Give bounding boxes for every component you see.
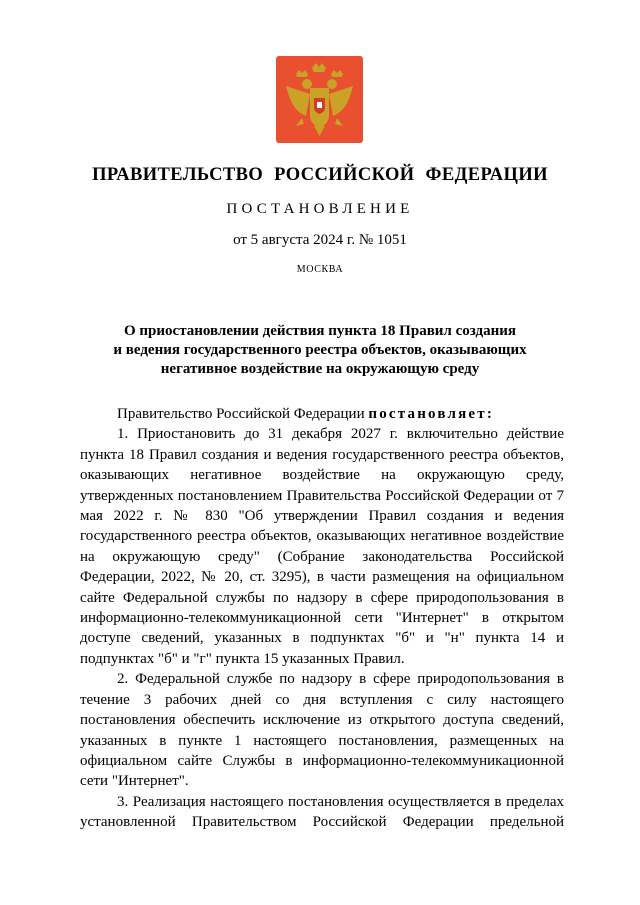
title-line-1: О приостановлении действия пункта 18 Правил создания xyxy=(124,323,516,339)
intro-action: постановляет: xyxy=(368,406,495,422)
document-body xyxy=(80,404,564,833)
intro-paragraph xyxy=(80,404,564,424)
document-title xyxy=(80,322,560,379)
paragraph-3: 3. Реализация настоящего постановления осуществляется в пределах установленной Правительством Российской Федерации предельной xyxy=(80,793,564,831)
paragraph-2: 2. Федеральной службе по надзору в сфере природопользования в течение 3 рабочих дней со дня вступления с силу настоящего постановления обеспечить исключение из открытого доступа сведений, указанных в пункте 1 настоящего постановления, размещенных на официальном сайте Службы в информационно-телекоммуникационной сети "Интернет". xyxy=(80,671,564,790)
document-city: МОСКВА xyxy=(296,264,344,275)
paragraph-1: 1. Приостановить до 31 декабря 2027 г. включительно действие пункта 18 Правил создания и ведения государственного реестра объектов, оказывающих негативное воздействие на окружающую среду, утвержденных постановлением Правительства Российской Федерации от 7 мая 2022 г. № 830 "Об утверждении Правил создания и ведения государственного реестра объектов, оказывающих негативное воздействие на окружающую среду" (Собрание законодательства Российской Федерации, 2022, № 20, ст. 3295), в части размещения на официальном сайте Федеральной службы по надзору в сфере природопользования в информационно-телекоммуникационной сети "Интернет" в открытом доступе сведений, указанных в подпунктах "б" и "н" пункта 14 и подпунктах "б" и "г" пункта 15 указанных Правил. xyxy=(80,426,564,667)
government-name: ПРАВИТЕЛЬСТВО РОССИЙСКОЙ ФЕДЕРАЦИИ xyxy=(92,165,548,185)
document-date-number: от 5 августа 2024 г. № 1051 xyxy=(233,232,407,248)
title-line-2: и ведения государственного реестра объектов, оказывающих xyxy=(113,342,527,358)
russian-coat-of-arms-icon xyxy=(276,56,363,143)
document-type: ПОСТАНОВЛЕНИЕ xyxy=(226,201,414,217)
title-line-3: негативное воздействие на окружающую среду xyxy=(160,361,480,377)
intro-text: Правительство Российской Федерации xyxy=(117,406,369,422)
